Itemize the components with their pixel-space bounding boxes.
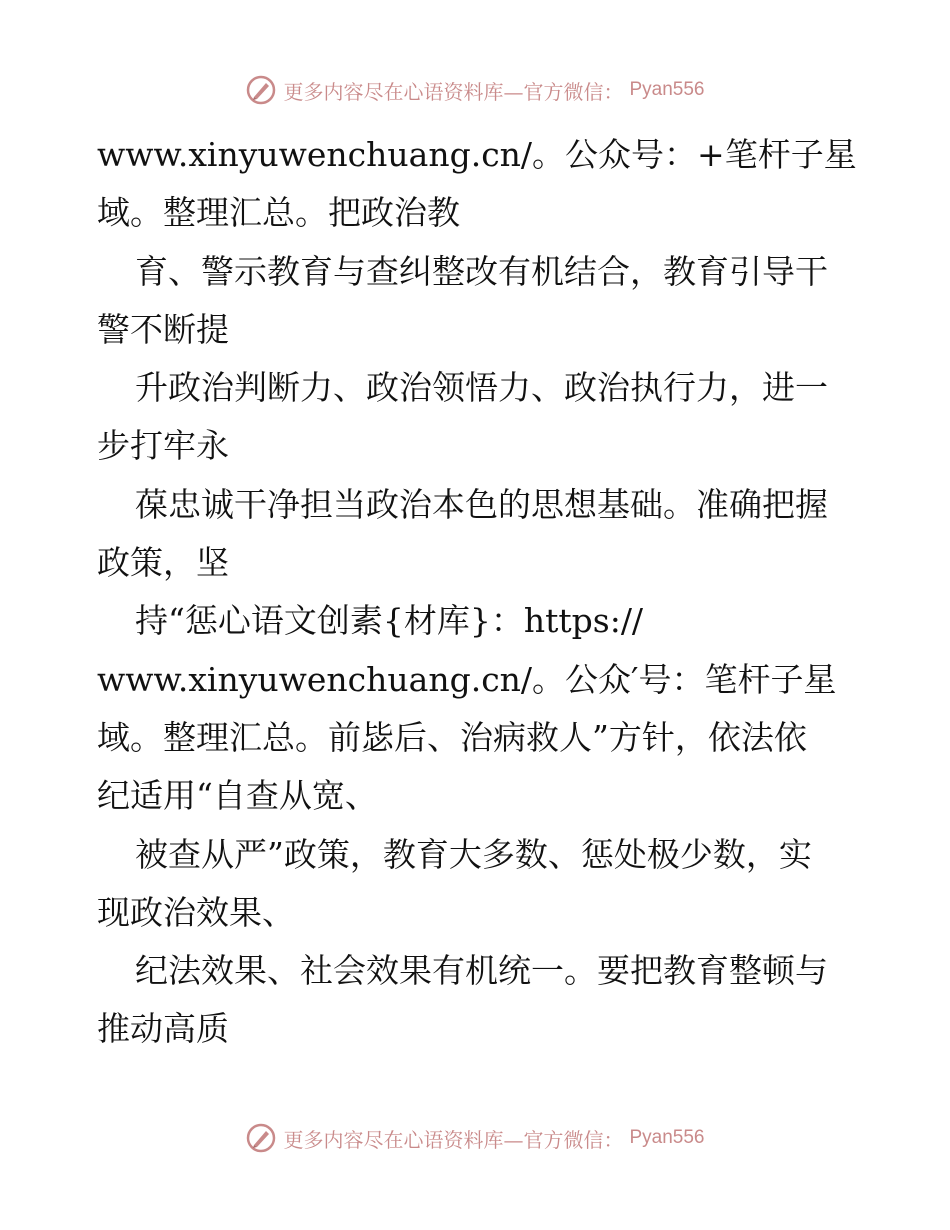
body-line: www.xinyuwenchuang.cn/。公众′号：笔杆子星: [97, 659, 837, 699]
body-line: 域。整理汇总。前毖后、治病救人”方针，依法依: [97, 717, 807, 757]
body-line: www.xinyuwenchuang.cn/。公众号：+笔杆子星: [97, 135, 857, 174]
body-line: 葆忠诚干净担当政治本色的思想基础。准确把握: [135, 484, 828, 524]
footer-banner: [0, 1118, 950, 1158]
footer-wechat-id: Pyan556: [629, 1127, 705, 1148]
body-line: 政策，坚: [97, 543, 229, 583]
body-line: 步打牢永: [97, 426, 229, 466]
body-line: 纪适用“自查从宽、: [97, 776, 378, 816]
body-line: 推动高质: [97, 1009, 229, 1049]
body-line: 警不断提: [97, 309, 229, 349]
body-line: 被查从严”政策，教育大多数、惩处极少数，实: [135, 834, 812, 874]
body-line: 育、警示教育与查纠整改有机结合，教育引导干: [135, 251, 828, 291]
header-banner: [0, 70, 950, 110]
footer-banner-text: 更多内容尽在心语资料库—官方微信：: [283, 1127, 624, 1152]
body-line: 持“惩心语文创素{材库}：https://: [135, 601, 644, 641]
header-banner-text: 更多内容尽在心语资料库—官方微信：: [283, 79, 624, 104]
body-line: 域。整理汇总。把政治教: [97, 193, 460, 233]
document-body: [97, 126, 857, 1059]
pen-logo-icon: [245, 74, 277, 106]
body-line: 现政治效果、: [97, 892, 295, 932]
body-line: 纪法效果、社会效果有机统一。要把教育整顿与: [135, 951, 828, 991]
body-line: 升政治判断力、政治领悟力、政治执行力，进一: [135, 368, 828, 408]
pen-logo-icon: [245, 1122, 277, 1154]
header-wechat-id: Pyan556: [629, 79, 705, 100]
